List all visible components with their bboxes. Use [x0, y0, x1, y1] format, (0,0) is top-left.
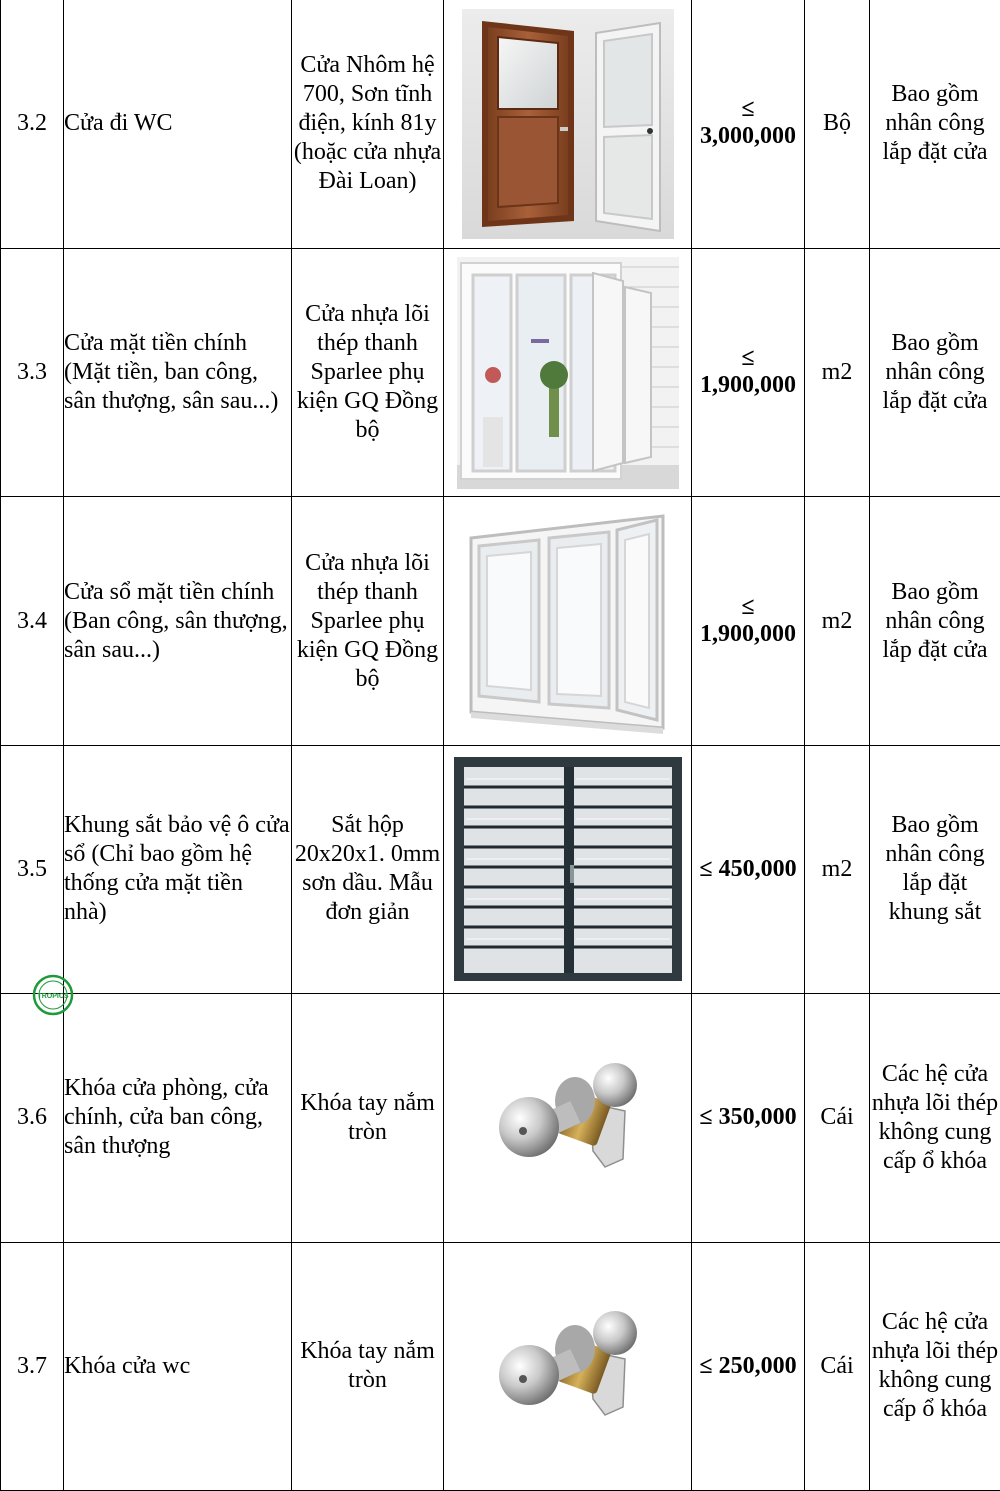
table-row: [1, 1242, 1000, 1490]
item-image-cell: [444, 0, 692, 248]
logo-text: TROPICS: [37, 993, 69, 1000]
item-price: ≤ 350,000: [692, 994, 805, 1242]
item-number: 3.7: [1, 1242, 64, 1490]
table-row: [1, 497, 1000, 745]
tropics-logo-icon: [31, 973, 75, 1017]
item-image-cell: [444, 745, 692, 993]
item-image-cell: [444, 497, 692, 745]
le-symbol: ≤: [741, 96, 755, 123]
price-value: 1,900,000: [700, 372, 796, 399]
item-spec: Cửa nhựa lõi thép thanh Sparlee phụ kiện GQ Đồng bộ: [292, 497, 444, 745]
item-price: [692, 248, 805, 496]
item-note: Bao gồm nhân công lắp đặt khung sắt: [870, 745, 1000, 993]
price-value: 3,000,000: [700, 123, 796, 150]
item-number: 3.2: [1, 0, 64, 248]
le-symbol: ≤: [741, 593, 755, 620]
item-note: Bao gồm nhân công lắp đặt cửa: [870, 0, 1000, 248]
item-name: Khóa cửa wc: [64, 1242, 292, 1490]
item-note: Các hệ cửa nhựa lõi thép không cung cấp ổ khóa: [870, 1242, 1000, 1490]
item-note: Bao gồm nhân công lắp đặt cửa: [870, 497, 1000, 745]
item-name: Khóa cửa phòng, cửa chính, cửa ban công, sân thượng: [64, 994, 292, 1242]
item-spec: Khóa tay nắm tròn: [292, 994, 444, 1242]
table-row: [1, 248, 1000, 496]
item-unit: Cái: [805, 994, 870, 1242]
le-symbol: ≤: [741, 345, 755, 372]
item-price: [692, 497, 805, 745]
knob-lock-photo: [493, 1063, 643, 1173]
item-spec: Sắt hộp 20x20x1. 0mm sơn dầu. Mẫu đơn giản: [292, 745, 444, 993]
item-name: Cửa sổ mặt tiền chính (Ban công, sân thượng, sân sau...): [64, 497, 292, 745]
price-value: 1,900,000: [700, 620, 796, 647]
item-unit: m2: [805, 497, 870, 745]
item-unit: Cái: [805, 1242, 870, 1490]
table-row: [1, 0, 1000, 248]
item-unit: m2: [805, 745, 870, 993]
item-price: [692, 0, 805, 248]
table-row: [1, 745, 1000, 993]
toilet-doors-photo: [462, 9, 674, 239]
item-spec: Khóa tay nắm tròn: [292, 1242, 444, 1490]
item-image-cell: [444, 248, 692, 496]
item-name: Khung sắt bảo vệ ô cửa sổ (Chỉ bao gồm hệ thống cửa mặt tiền nhà): [64, 745, 292, 993]
item-name: Cửa đi WC: [64, 0, 292, 248]
patio-door-photo: [457, 257, 679, 489]
item-spec: Cửa Nhôm hệ 700, Sơn tĩnh điện, kính 81y (hoặc cửa nhựa Đài Loan): [292, 0, 444, 248]
item-note: Bao gồm nhân công lắp đặt cửa: [870, 248, 1000, 496]
item-number: 3.5: [1, 745, 64, 993]
item-price: ≤ 450,000: [692, 745, 805, 993]
table-row: [1, 994, 1000, 1242]
item-unit: m2: [805, 248, 870, 496]
knob-lock-photo: [493, 1311, 643, 1421]
item-spec: Cửa nhựa lõi thép thanh Sparlee phụ kiện GQ Đồng bộ: [292, 248, 444, 496]
casement-window-photo: [457, 506, 679, 736]
item-number: 3.4: [1, 497, 64, 745]
item-price: ≤ 250,000: [692, 1242, 805, 1490]
item-note: Các hệ cửa nhựa lõi thép không cung cấp ổ khóa: [870, 994, 1000, 1242]
item-image-cell: [444, 994, 692, 1242]
iron-grille-photo: [454, 757, 682, 981]
item-unit: Bộ: [805, 0, 870, 248]
item-number: 3.6: [1, 994, 64, 1242]
item-name: Cửa mặt tiền chính (Mặt tiền, ban công, sân thượng, sân sau...): [64, 248, 292, 496]
item-image-cell: [444, 1242, 692, 1490]
item-number: 3.3: [1, 248, 64, 496]
